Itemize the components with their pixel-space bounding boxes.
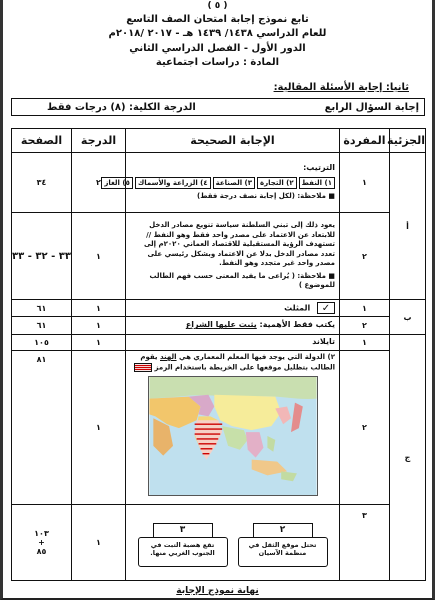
degree-cell: ١: [72, 335, 126, 351]
exam-title: تابع نموذج إجابة امتحان الصف التاسع: [126, 14, 309, 25]
page-cell: [12, 505, 72, 581]
degree-cell: ٢: [72, 153, 126, 213]
scroll-box-2: [238, 523, 328, 567]
table-row: [12, 317, 426, 335]
subject-line: المادة : دراسات اجتماعية: [155, 57, 280, 68]
answer-cell: [126, 351, 340, 505]
part-c-label: ج: [390, 335, 426, 581]
answer-cell: [126, 300, 340, 317]
order-box: ٥) الغاز: [101, 177, 133, 189]
table-row: [12, 300, 426, 317]
col-answer: الإجابة الصحيحة: [126, 129, 340, 153]
scroll-number: ٣: [153, 523, 213, 537]
degree-cell: ١: [72, 505, 126, 581]
asia-map: [148, 376, 318, 496]
order-box: ٤) الزراعة والأسماك: [135, 177, 211, 189]
page-cell: ٦١: [12, 300, 72, 317]
check-mark-icon: ✓: [317, 302, 335, 314]
answer-cell: [126, 213, 340, 300]
order-boxes: [104, 177, 335, 189]
answer-table: [11, 128, 426, 581]
answer-cell: [104, 153, 340, 213]
question-label: إجابة السؤال الرابع: [324, 101, 419, 113]
degree-cell: ١: [72, 317, 126, 335]
item-number: ١: [340, 335, 390, 351]
item-number: ١: [340, 153, 390, 213]
page-cell: ٣٣ - ٣٢ - ٣٣: [12, 213, 72, 300]
part-a-label: أ: [390, 153, 426, 300]
col-degree: الدرجة: [72, 129, 126, 153]
end-of-answer-key: نهاية نموذج الإجابة: [176, 586, 259, 596]
page-cell: ٦١: [12, 317, 72, 335]
answer-cell: [126, 505, 340, 581]
page-bottom: ٨٥: [36, 547, 47, 557]
scroll-number: ٢: [253, 523, 313, 537]
answer-text: يعود ذلك إلى تبني السلطنة سياسة تنويع مصادر الدخل للابتعاد عن الاعتماد على مصدر واحد فقط وهو النفط //تستهدف الرؤية المستقبلية للاقتصاد العماني ٢٠٢٠م إلى تعدد مصادر الدخل بدلا عن الاعتماد وبشكل رئيسي على مصدر واحد غير متجدد وهو النفط.: [143, 221, 335, 268]
answer-sheet: [8, 0, 427, 600]
answer-cell: [126, 335, 340, 351]
item-number: ١: [340, 300, 390, 317]
answer-text: ٢) الدولة التي يوجد فيها المعلم المعماري هي الهند يقوم الطالب بتظليل موقعها على الخريطة باستخدام الرمز: [130, 353, 335, 372]
scroll-box-3: [138, 523, 228, 567]
order-instruction: الترتيب:: [303, 163, 335, 173]
answer-prefix: يكتب فقط الأهمية:: [259, 320, 335, 330]
note: ■ ملاحظة: (لكل إجابة نصف درجة فقط): [197, 192, 335, 201]
order-box: ٣) الصناعة: [213, 177, 255, 189]
degree-cell: ١: [72, 213, 126, 300]
item-number: ٣: [340, 505, 390, 581]
table-row: [12, 153, 426, 213]
total-degree: الدرجة الكلية: (٨) درجات فقط: [47, 101, 196, 113]
academic-year: للعام الدراسي ١٤٣٨/ ١٤٣٩ هـ - ٢٠١٧ /٢٠١٨م: [108, 28, 327, 39]
section-title: ثانيا: إجابة الأسئلة المقالية:: [273, 82, 409, 93]
table-row: [12, 213, 426, 300]
scroll-text: تحتل موقع الثقل في منظمة الآسيان: [238, 537, 328, 567]
page-plus: +: [38, 538, 45, 547]
hatch-symbol-icon: [134, 363, 152, 372]
degree-cell: ١: [72, 351, 126, 505]
answer-cell: [126, 317, 340, 335]
question-bar: [11, 98, 425, 116]
scroll-text: تقع هضبة التبت في الجنوب الغربي منها.: [138, 537, 228, 567]
item-number: ٢: [340, 213, 390, 300]
item-number: ٢: [340, 317, 390, 335]
order-box: ١) النفط: [299, 177, 335, 189]
table-header-row: [12, 129, 426, 153]
exam-round: الدور الأول - الفصل الدراسي الثاني: [129, 43, 306, 54]
page-cell: ٨١: [12, 351, 72, 505]
page-top: ١٠٣: [34, 528, 49, 538]
page-cell: ٣٤: [12, 153, 72, 213]
page-mark: ( ٥ ): [207, 1, 228, 11]
degree-cell: ١: [72, 300, 126, 317]
answer-text: المثلث: [284, 303, 311, 313]
order-box: ٢) التجارة: [257, 177, 297, 189]
col-page: الصفحة: [12, 129, 72, 153]
table-row: [12, 351, 426, 505]
item-number: ٢: [340, 351, 390, 505]
answer-text: تايلاند: [312, 337, 335, 347]
page-cell: ١٠٥: [12, 335, 72, 351]
table-row: [12, 335, 426, 351]
note: ■ ملاحظة: ( يُراعى ما يفيد المعنى حسب فهم الطالب للموضوع ): [149, 271, 335, 290]
col-item: المفردة: [340, 129, 390, 153]
table-row: [12, 505, 426, 581]
part-b-label: ب: [390, 300, 426, 335]
scroll-boxes: [130, 523, 335, 567]
col-part: الجزئية: [390, 129, 426, 153]
answer-text: يثبت عليها الشراع: [185, 320, 257, 330]
